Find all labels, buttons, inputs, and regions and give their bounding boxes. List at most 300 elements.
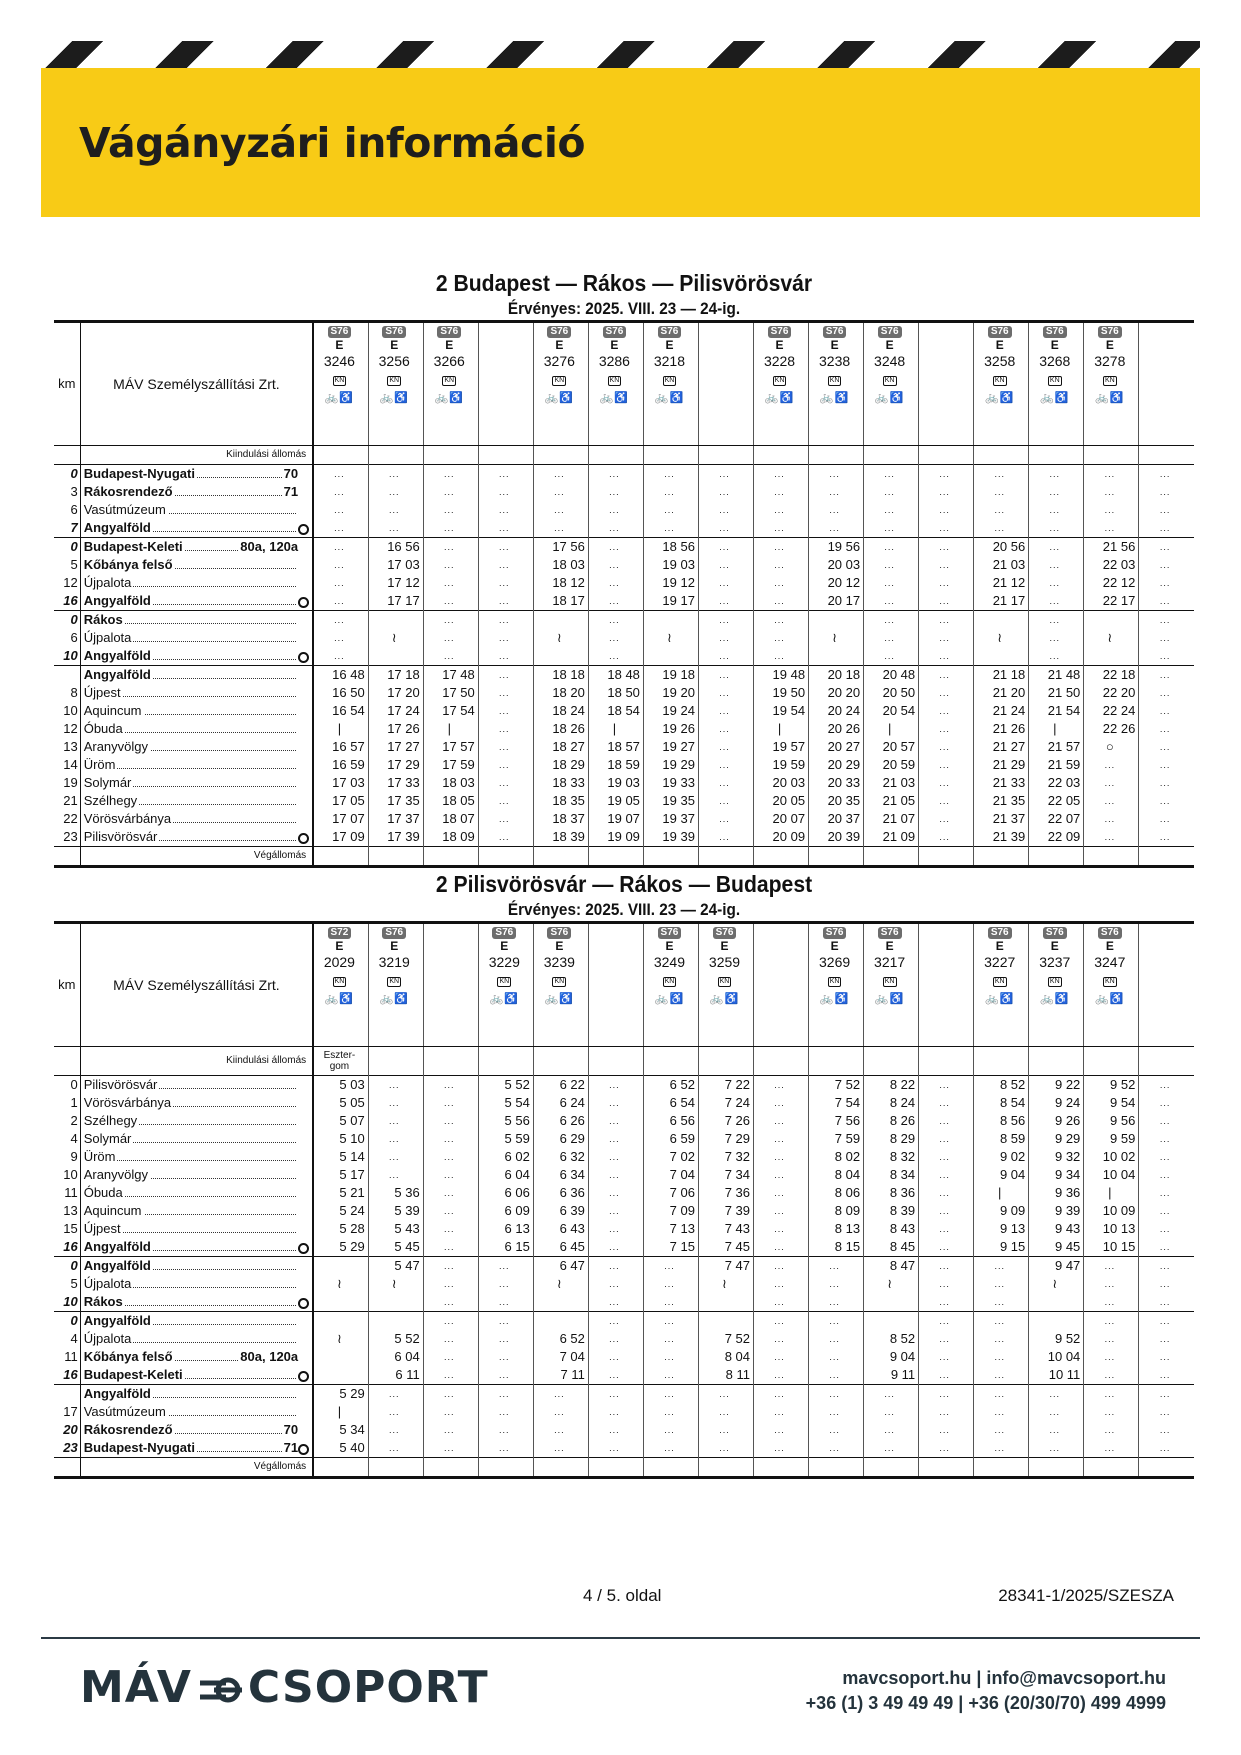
time-cell: ... — [533, 519, 588, 538]
station-cell — [80, 774, 313, 792]
station-cell — [80, 702, 313, 720]
timetable-row — [54, 1076, 1194, 1095]
terminus-circle-icon — [298, 1371, 309, 1382]
train-number: 3269 — [819, 954, 851, 970]
train-info — [424, 323, 475, 405]
time-cell: 20 09 — [754, 828, 809, 847]
time-cell: 19 50 — [754, 684, 809, 702]
time-cell: 5 24 — [313, 1202, 368, 1220]
time-cell: ... — [919, 1112, 974, 1130]
bicycle-icon: 🚲 — [544, 993, 560, 1005]
time-cell: 6 34 — [533, 1166, 588, 1184]
time-cell: ... — [974, 1403, 1029, 1421]
time-cell: 7 39 — [698, 1202, 753, 1220]
time-cell: ... — [698, 810, 753, 828]
timetable-row — [54, 1238, 1194, 1257]
time-cell: 8 36 — [864, 1184, 919, 1202]
wheelchair-icon: ♿ — [1109, 392, 1125, 404]
time-cell: ... — [864, 519, 919, 538]
time-cell: ... — [754, 1148, 809, 1166]
km-value: 14 — [54, 756, 80, 774]
line-badge — [534, 323, 585, 338]
time-cell: ... — [919, 1148, 974, 1166]
time-cell: 16 56 — [368, 538, 423, 557]
bicycle-icon: 🚲 — [599, 392, 615, 404]
train-number: 3227 — [984, 954, 1016, 970]
time-cell: ... — [313, 519, 368, 538]
end-cell — [478, 1458, 533, 1478]
line-badge — [424, 323, 475, 338]
time-cell: 21 07 — [864, 810, 919, 828]
time-cell: 9 04 — [864, 1348, 919, 1366]
train-class: E — [1105, 338, 1114, 352]
wheelchair-icon: ♿ — [779, 392, 795, 404]
timetable-row — [54, 684, 1194, 702]
time-cell: 7 43 — [698, 1220, 753, 1238]
kn-icon: KN — [884, 978, 895, 985]
time-cell: ... — [478, 1385, 533, 1404]
train-column-header — [533, 322, 588, 446]
time-cell: ... — [533, 1403, 588, 1421]
start-note-cell — [478, 1047, 533, 1076]
line-badge — [754, 323, 805, 338]
time-cell: ... — [478, 1330, 533, 1348]
time-cell: 6 24 — [533, 1094, 588, 1112]
time-cell: ... — [478, 1421, 533, 1439]
time-cell: ... — [588, 1439, 643, 1458]
time-cell: ... — [754, 1094, 809, 1112]
time-cell: 19 27 — [643, 738, 698, 756]
time-cell: ... — [754, 592, 809, 611]
time-cell: ... — [368, 1439, 423, 1458]
start-note-cell — [423, 446, 478, 465]
timetable-row — [54, 611, 1194, 630]
time-cell: 8 54 — [974, 1094, 1029, 1112]
time-cell: ... — [588, 1220, 643, 1238]
end-cell — [864, 1458, 919, 1478]
time-cell: ... — [919, 1166, 974, 1184]
service-icons — [644, 390, 695, 405]
time-cell: 21 35 — [974, 792, 1029, 810]
line-badge — [699, 924, 750, 939]
timetable-section-2 — [54, 871, 1194, 1479]
kn-row — [479, 969, 530, 987]
time-cell: ... — [754, 1403, 809, 1421]
service-icons — [314, 390, 365, 405]
train-column-header — [1084, 322, 1139, 446]
time-cell: 7 29 — [698, 1130, 753, 1148]
time-cell: ... — [754, 1366, 809, 1385]
time-cell: 5 34 — [313, 1421, 368, 1439]
time-cell: ... — [919, 1385, 974, 1404]
train-column-header — [1139, 923, 1194, 1047]
train-info — [534, 323, 585, 405]
end-cell — [1139, 847, 1194, 867]
train-number: 3259 — [708, 954, 741, 970]
time-cell: 18 35 — [533, 792, 588, 810]
time-cell: ... — [423, 592, 478, 611]
time-cell: 19 09 — [588, 828, 643, 847]
station-name: Angyalföld — [83, 593, 151, 608]
time-cell: ... — [698, 756, 753, 774]
time-cell: ... — [754, 483, 809, 501]
time-cell: 21 29 — [974, 756, 1029, 774]
time-cell: ... — [478, 1312, 533, 1331]
wheelchair-icon: ♿ — [834, 993, 850, 1005]
line-badge — [314, 924, 365, 939]
time-cell: ... — [698, 629, 753, 647]
line-badge-label: S76 — [437, 326, 461, 338]
time-cell: ... — [1029, 574, 1084, 592]
time-cell: ... — [533, 1421, 588, 1439]
time-cell: | — [313, 1403, 368, 1421]
train-info — [974, 924, 1025, 1006]
bicycle-icon: 🚲 — [379, 993, 395, 1005]
time-cell: 18 48 — [588, 666, 643, 685]
connection-reference: 80a, 120a — [240, 539, 299, 554]
station-name: Angyalföld — [83, 520, 151, 535]
time-cell: 7 11 — [533, 1366, 588, 1385]
train-number: 3276 — [543, 353, 575, 369]
train-column-header — [1084, 923, 1139, 1047]
time-cell: ... — [919, 1330, 974, 1348]
document-reference: 28341-1/2025/SZESZA — [998, 1586, 1174, 1605]
bicycle-icon: 🚲 — [874, 993, 890, 1005]
time-cell: ... — [313, 647, 368, 666]
time-cell: ... — [754, 519, 809, 538]
service-icons — [809, 390, 860, 405]
train-class: E — [830, 338, 839, 352]
train-info — [644, 924, 695, 1006]
time-cell: ... — [368, 1421, 423, 1439]
time-cell: 9 34 — [1029, 1166, 1084, 1184]
time-cell: 21 05 — [864, 792, 919, 810]
km-value: 6 — [54, 629, 80, 647]
time-cell: ... — [1159, 1206, 1171, 1216]
wheelchair-icon: ♿ — [834, 392, 850, 404]
time-cell: ... — [1159, 487, 1171, 497]
train-column-header — [1029, 923, 1084, 1047]
time-cell: ... — [754, 1238, 809, 1257]
bicycle-icon: 🚲 — [379, 392, 395, 404]
timetable-row — [54, 1403, 1194, 1421]
time-cell: ... — [1159, 1224, 1171, 1234]
train-number: 3268 — [1039, 353, 1071, 369]
line-badge — [809, 323, 860, 338]
time-cell: ... — [919, 1348, 974, 1366]
time-cell: ... — [1084, 828, 1139, 847]
km-value: 7 — [54, 519, 80, 538]
station-name: Kőbánya felső — [83, 557, 173, 572]
leader-dots — [109, 1342, 296, 1343]
time-cell: 9 04 — [974, 1166, 1029, 1184]
km-cell — [54, 1458, 80, 1478]
time-cell: ... — [1029, 629, 1084, 647]
time-cell: ... — [588, 1330, 643, 1348]
time-cell: ... — [423, 1220, 478, 1238]
train-class: E — [445, 338, 454, 352]
time-cell: ... — [643, 1421, 698, 1439]
time-cell: 19 03 — [588, 774, 643, 792]
kn-row — [1084, 969, 1135, 987]
station-name: Újpalota — [83, 630, 132, 645]
station-name: Solymár — [83, 1131, 132, 1146]
time-cell: ... — [1084, 792, 1139, 810]
time-cell: ... — [809, 1312, 864, 1331]
end-cell — [643, 847, 698, 867]
time-cell: 6 59 — [643, 1130, 698, 1148]
time-cell: 9 47 — [1029, 1257, 1084, 1276]
train-column-header — [313, 923, 368, 1047]
line-badge-label: S76 — [492, 927, 516, 939]
train-info — [314, 323, 365, 405]
time-cell: 18 59 — [588, 756, 643, 774]
time-cell: 20 18 — [809, 666, 864, 685]
time-cell: 8 26 — [864, 1112, 919, 1130]
service-icons — [369, 991, 420, 1006]
time-cell: ... — [423, 1257, 478, 1276]
time-cell: ... — [478, 574, 533, 592]
time-cell: 21 48 — [1029, 666, 1084, 685]
start-note-cell — [974, 446, 1029, 465]
time-cell: 8 24 — [864, 1094, 919, 1112]
time-cell: ... — [864, 629, 919, 647]
time-cell: ... — [1029, 1403, 1084, 1421]
time-cell: ... — [313, 556, 368, 574]
station-name: Rákosrendező — [83, 484, 173, 499]
time-cell: 18 33 — [533, 774, 588, 792]
bicycle-icon: 🚲 — [819, 993, 835, 1005]
kn-icon: KN — [884, 377, 895, 384]
time-cell: ... — [423, 1202, 478, 1220]
time-cell: 20 20 — [809, 684, 864, 702]
time-cell: 6 02 — [478, 1148, 533, 1166]
time-cell: ... — [423, 611, 478, 630]
km-value: 23 — [54, 1439, 80, 1458]
connection-reference: 71 — [283, 1440, 299, 1455]
time-cell: ... — [368, 1148, 423, 1166]
station-name: Budapest-Nyugati — [83, 466, 195, 481]
time-cell: 9 15 — [974, 1238, 1029, 1257]
time-cell: 5 56 — [478, 1112, 533, 1130]
time-cell: ... — [919, 483, 974, 501]
connection-reference: 71 — [283, 484, 299, 499]
time-cell: ... — [919, 538, 974, 557]
time-cell: ... — [864, 611, 919, 630]
time-cell: ... — [864, 1421, 919, 1439]
time-cell: 8 11 — [698, 1366, 753, 1385]
time-cell: ... — [368, 465, 423, 484]
time-cell: ... — [754, 629, 809, 647]
contact-info — [806, 1666, 1166, 1716]
time-cell: 6 52 — [643, 1076, 698, 1095]
line-badge — [1029, 323, 1080, 338]
time-cell — [368, 611, 423, 630]
time-cell: ... — [423, 1076, 478, 1095]
time-cell: ... — [588, 465, 643, 484]
time-cell: ... — [919, 647, 974, 666]
kn-row — [1029, 969, 1080, 987]
time-cell: ... — [1084, 756, 1139, 774]
train-number: 3228 — [763, 353, 796, 369]
kn-icon: KN — [1104, 377, 1115, 384]
service-icons — [974, 390, 1025, 405]
time-cell: 5 52 — [478, 1076, 533, 1095]
time-cell: ... — [423, 1366, 478, 1385]
time-cell: 22 24 — [1084, 702, 1139, 720]
time-cell: 8 15 — [809, 1238, 864, 1257]
train-class: E — [390, 939, 399, 953]
line-badge-label: S76 — [603, 326, 627, 338]
mav-csoport-logo — [80, 1662, 489, 1713]
time-cell: ... — [643, 501, 698, 519]
time-cell: 21 56 — [1084, 538, 1139, 557]
time-cell: 18 27 — [533, 738, 588, 756]
timetable-row — [54, 1385, 1194, 1404]
km-value: 0 — [54, 1257, 80, 1276]
timetable-row — [54, 1330, 1194, 1348]
time-cell: ... — [1159, 760, 1171, 770]
train-class: E — [665, 939, 674, 953]
end-cell — [974, 847, 1029, 867]
time-cell: 19 56 — [809, 538, 864, 557]
time-cell: 21 50 — [1029, 684, 1084, 702]
start-note-cell — [1084, 446, 1139, 465]
time-cell: ... — [919, 1076, 974, 1095]
time-cell: 10 11 — [1029, 1366, 1084, 1385]
timetable-row — [54, 629, 1194, 647]
time-cell: ... — [919, 1312, 974, 1331]
time-cell: ... — [1084, 1293, 1139, 1312]
time-cell: ... — [588, 1421, 643, 1439]
time-cell: 9 02 — [974, 1148, 1029, 1166]
time-cell: ... — [1159, 814, 1171, 824]
start-note-cell — [478, 446, 533, 465]
end-cell — [864, 847, 919, 867]
time-cell: ... — [478, 792, 533, 810]
time-cell: 8 59 — [974, 1130, 1029, 1148]
train-number: 3258 — [984, 353, 1016, 369]
time-cell: ... — [1159, 1334, 1171, 1344]
bypass-wavy-line: ≀ — [698, 1275, 753, 1293]
train-number: 3248 — [874, 353, 906, 369]
time-cell: ... — [423, 1293, 478, 1312]
time-cell: 5 10 — [313, 1130, 368, 1148]
leader-dots — [109, 641, 296, 642]
train-class: E — [885, 338, 894, 352]
time-cell: 19 20 — [643, 684, 698, 702]
end-cell — [1029, 1458, 1084, 1478]
time-cell: ... — [478, 501, 533, 519]
bicycle-icon: 🚲 — [489, 993, 505, 1005]
time-cell: ... — [423, 629, 478, 647]
line-badge-label: S76 — [382, 326, 406, 338]
time-cell: ... — [919, 501, 974, 519]
end-cell — [423, 1458, 478, 1478]
time-cell: ... — [809, 1366, 864, 1385]
time-cell: ... — [864, 501, 919, 519]
kn-icon: KN — [774, 377, 785, 384]
operator-header: MÁV Személyszállítási Zrt. — [80, 322, 313, 446]
timetable-row — [54, 519, 1194, 538]
time-cell: ... — [588, 1184, 643, 1202]
time-cell: 6 56 — [643, 1112, 698, 1130]
bicycle-icon: 🚲 — [764, 392, 780, 404]
time-cell: 7 04 — [533, 1348, 588, 1366]
station-name: Aranyvölgy — [83, 739, 149, 754]
km-value: 10 — [54, 1166, 80, 1184]
time-cell: ... — [1029, 647, 1084, 666]
station-name: Vasútmúzeum — [83, 1404, 166, 1419]
time-cell: 5 14 — [313, 1148, 368, 1166]
time-cell: ... — [1139, 1257, 1194, 1276]
time-cell: ... — [698, 519, 753, 538]
time-cell: 5 29 — [313, 1238, 368, 1257]
time-cell — [974, 611, 1029, 630]
time-cell: 7 22 — [698, 1076, 753, 1095]
time-cell: 7 52 — [698, 1330, 753, 1348]
bypass-wavy-line: ≀ — [1084, 629, 1139, 647]
time-cell: 5 40 — [313, 1439, 368, 1458]
start-note-cell — [423, 1047, 478, 1076]
time-cell: ... — [478, 611, 533, 630]
time-cell: ... — [1084, 1330, 1139, 1348]
wheelchair-icon: ♿ — [889, 392, 905, 404]
time-cell: ... — [1159, 1425, 1171, 1435]
time-cell: 18 17 — [533, 592, 588, 611]
timetable-row — [54, 1184, 1194, 1202]
time-cell: ... — [588, 1293, 643, 1312]
time-cell: 17 50 — [423, 684, 478, 702]
time-cell: ... — [423, 1112, 478, 1130]
time-cell: 18 07 — [423, 810, 478, 828]
time-cell: ... — [864, 1439, 919, 1458]
time-cell — [809, 611, 864, 630]
time-cell: ... — [588, 1148, 643, 1166]
time-cell: 17 33 — [368, 774, 423, 792]
km-value: 4 — [54, 1130, 80, 1148]
line-badge-label: S76 — [328, 326, 352, 338]
time-cell — [533, 611, 588, 630]
time-cell: ... — [478, 684, 533, 702]
terminus-circle-icon — [298, 652, 309, 663]
time-cell: 20 57 — [864, 738, 919, 756]
kn-row — [644, 969, 695, 987]
time-cell: 22 09 — [1029, 828, 1084, 847]
end-cell — [698, 847, 753, 867]
time-cell: 22 20 — [1084, 684, 1139, 702]
time-cell: 21 12 — [974, 574, 1029, 592]
time-cell: ... — [919, 702, 974, 720]
time-cell: 20 59 — [864, 756, 919, 774]
service-icons — [479, 991, 530, 1006]
time-cell: ... — [919, 666, 974, 685]
kn-icon: KN — [664, 377, 675, 384]
time-cell: 16 48 — [313, 666, 368, 685]
time-cell: ... — [698, 684, 753, 702]
time-cell: ... — [313, 574, 368, 592]
time-cell: ... — [1084, 519, 1139, 538]
time-cell: 18 37 — [533, 810, 588, 828]
time-cell: ... — [1029, 592, 1084, 611]
station-cell — [80, 1184, 313, 1202]
train-column-header — [698, 923, 753, 1047]
time-cell: 6 04 — [478, 1166, 533, 1184]
time-cell: 20 05 — [754, 792, 809, 810]
kn-icon: KN — [994, 978, 1005, 985]
time-cell: ... — [809, 519, 864, 538]
km-value: 5 — [54, 1275, 80, 1293]
